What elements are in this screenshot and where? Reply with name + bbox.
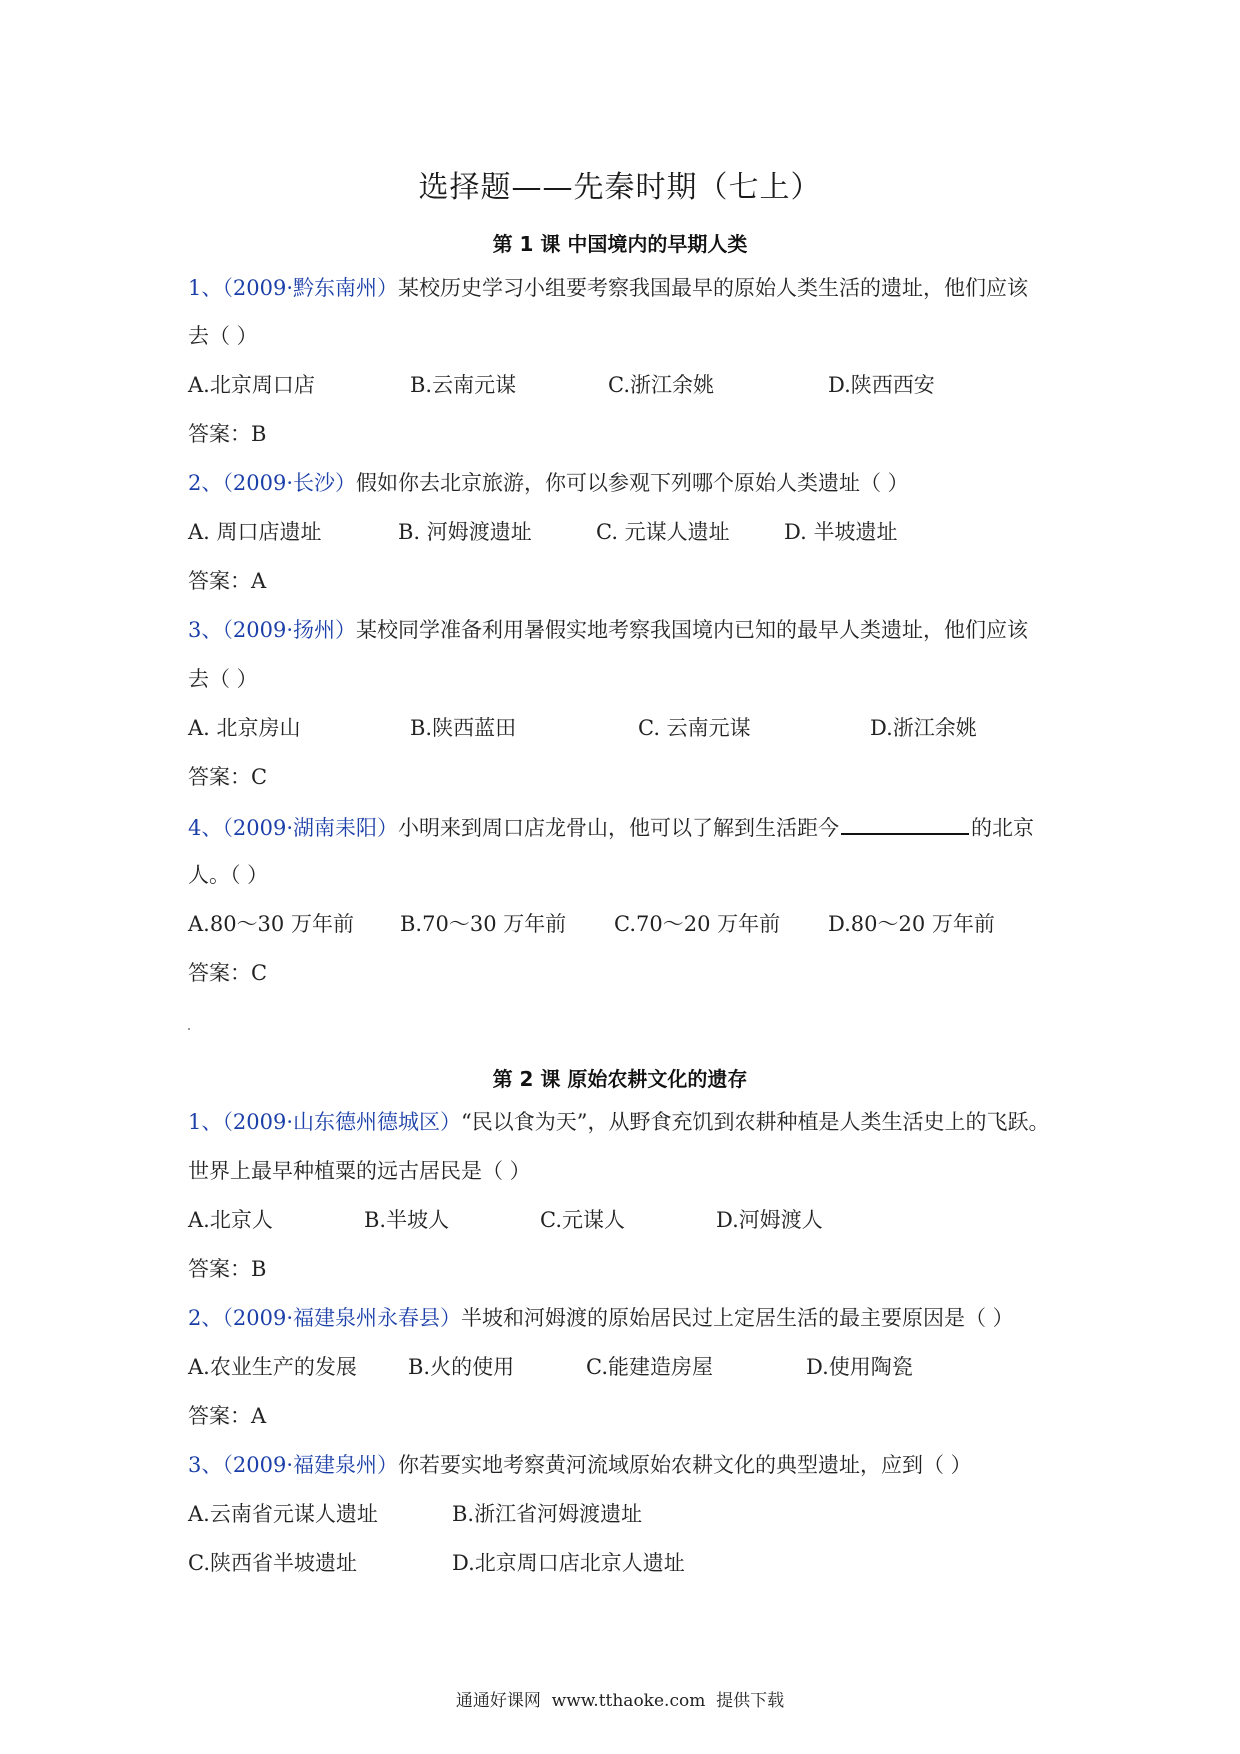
question-number: 2、 [188,471,223,495]
answer: 答案：C [188,765,268,789]
option-d: D.河姆渡人 [716,1208,823,1232]
option-c: C.元谋人 [540,1208,625,1232]
question-text-cont: 世界上最早种植粟的远古居民是（ ） [188,1159,531,1183]
lesson-1-heading: 第 1 课 中国境内的早期人类 [492,232,748,256]
question-stem [188,1107,1068,1137]
option-b: B. 河姆渡遗址 [398,520,532,544]
answer: 答案：A [188,569,267,593]
footer-site-name: 通通好课网 [455,1691,541,1711]
question-number: 1、 [188,1110,223,1134]
question-source: （2009·扬州） [222,618,356,642]
footer-suffix: 提供下载 [716,1691,785,1711]
option-d: D.北京周口店北京人遗址 [452,1551,685,1575]
option-d: D.陕西西安 [828,373,935,397]
question-source: （2009·山东德州德城区） [222,1110,461,1134]
option-c: C. 元谋人遗址 [596,520,730,544]
option-b: B.70～30 万年前 [400,912,567,936]
option-a: A. 北京房山 [188,716,301,740]
answer: 答案：B [188,1257,267,1281]
question-source: （2009·福建泉州） [222,1453,398,1477]
footer-url: www.tthaoke.com [551,1691,706,1711]
question-text: 某校同学准备利用暑假实地考察我国境内已知的最早人类遗址，他们应该 [356,618,1028,642]
option-a: A. 周口店遗址 [188,520,322,544]
option-b: B.陕西蓝田 [410,716,517,740]
question-text: 小明来到周口店龙骨山，他可以了解到生活距今 [398,816,839,840]
question-text: 某校历史学习小组要考察我国最早的原始人类生活的遗址，他们应该 [398,276,1028,300]
page-footer [0,1686,1240,1711]
question-number: 2、 [188,1306,223,1330]
option-c: C.浙江余姚 [608,373,714,397]
question-text-cont: 人。（ ） [188,863,269,887]
question-number: 3、 [188,1453,223,1477]
question-stem [188,1303,1068,1333]
option-d: D.浙江余姚 [870,716,977,740]
question-number: 3、 [188,618,223,642]
answer: 答案：C [188,961,268,985]
question-text-cont: 去（ ） [188,324,258,348]
fill-in-blank [841,811,969,835]
question-text: “民以食为天”，从野食充饥到农耕种植是人类生活史上的飞跃。 [461,1110,1050,1134]
question-source: （2009·福建泉州永春县） [222,1306,461,1330]
scan-speck [188,1028,190,1030]
option-d: D. 半坡遗址 [784,520,898,544]
option-c: C.能建造房屋 [586,1355,713,1379]
question-source: （2009·长沙） [222,471,356,495]
question-source: （2009·湖南耒阳） [222,816,398,840]
question-stem [188,615,1068,645]
question-number: 4、 [188,816,223,840]
answer: 答案：A [188,1404,267,1428]
question-text: 半坡和河姆渡的原始居民过上定居生活的最主要原因是（ ） [461,1306,1014,1330]
option-a: A.农业生产的发展 [188,1355,357,1379]
page-title: 选择题——先秦时期（七上） [418,170,822,205]
option-a: A.北京人 [188,1208,273,1232]
question-stem [188,468,1068,498]
option-b: B.浙江省河姆渡遗址 [452,1502,643,1526]
question-stem [188,1450,1068,1480]
option-b: B.半坡人 [364,1208,450,1232]
option-a: A.云南省元谋人遗址 [188,1502,378,1526]
option-a: A.北京周口店 [188,373,315,397]
option-a: A.80～30 万年前 [188,912,354,936]
option-b: B.火的使用 [408,1355,515,1379]
option-d: D.使用陶瓷 [806,1355,913,1379]
question-stem [188,811,1068,843]
question-number: 1、 [188,276,223,300]
option-c: C. 云南元谋 [638,716,751,740]
question-text-end: 的北京 [971,816,1034,840]
question-source: （2009·黔东南州） [222,276,398,300]
question-stem [188,273,1068,303]
lesson-2-heading: 第 2 课 原始农耕文化的遗存 [492,1067,748,1091]
question-text: 你若要实地考察黄河流域原始农耕文化的典型遗址，应到（ ） [398,1453,972,1477]
question-text-cont: 去（ ） [188,667,258,691]
option-c: C.70～20 万年前 [614,912,781,936]
question-text: 假如你去北京旅游，你可以参观下列哪个原始人类遗址（ ） [356,471,909,495]
answer: 答案：B [188,422,267,446]
option-d: D.80～20 万年前 [828,912,995,936]
option-b: B.云南元谋 [410,373,517,397]
option-c: C.陕西省半坡遗址 [188,1551,357,1575]
